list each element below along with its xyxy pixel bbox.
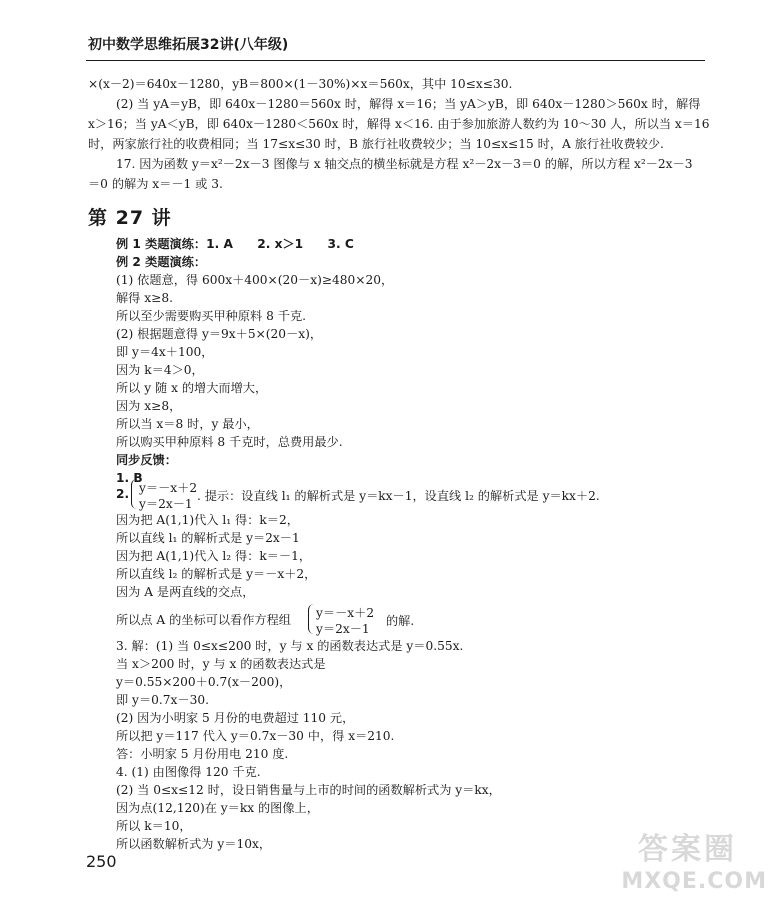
text-line: (1) 依题意，得 600x＋400×(20－x)≥480×20， bbox=[116, 273, 394, 287]
subsection-heading: 同步反馈： bbox=[116, 453, 177, 467]
text-line: 所以直线 l₂ 的解析式是 y＝－x＋2， bbox=[116, 567, 317, 581]
text-line: 所以把 y＝117 代入 y＝0.7x－30 中，得 x＝210. bbox=[116, 729, 395, 743]
watermark-text: 答案圈 bbox=[638, 832, 737, 867]
equation-row: y＝－x＋2 bbox=[316, 606, 375, 620]
text-line: 4. (1) 由图像得 120 千克. bbox=[116, 765, 261, 779]
example-heading: 例 1 类题演练：1. A 2. x＞1 3. C bbox=[116, 237, 354, 251]
text-line: 所以 y 随 x 的增大而增大， bbox=[116, 381, 268, 395]
brace-icon bbox=[131, 479, 139, 509]
text-line: 因为 k＝4＞0， bbox=[116, 363, 204, 377]
equation-row: y＝2x－1 bbox=[139, 497, 193, 511]
text-line: 所以当 x＝8 时，y 最小， bbox=[116, 417, 259, 431]
text-line: 1. B bbox=[116, 471, 143, 485]
text-line: 解得 x≥8. bbox=[116, 291, 173, 305]
watermark-text: MXQE.COM bbox=[621, 869, 767, 894]
text-line: 即 y＝4x＋100， bbox=[116, 345, 214, 359]
text-line: 所以点 A 的坐标可以看作方程组 bbox=[116, 613, 291, 627]
example-heading: 例 2 类题演练： bbox=[116, 255, 207, 269]
text-line: 所以至少需要购买甲种原料 8 千克. bbox=[116, 309, 307, 323]
item-number: 2. bbox=[116, 487, 130, 501]
header-rule bbox=[86, 60, 705, 61]
brace-icon bbox=[308, 604, 316, 634]
text-line: (2) 因为小明家 5 月份的电费超过 110 元， bbox=[116, 711, 355, 725]
section-title: 第 27 讲 bbox=[88, 207, 172, 229]
text-line: 当 x＞200 时，y 与 x 的函数表达式是 bbox=[116, 657, 326, 671]
page-number: 250 bbox=[86, 852, 117, 871]
text-line: 因为 x≥8， bbox=[116, 399, 182, 413]
text-line: 17. 因为函数 y＝x²－2x－3 图像与 x 轴交点的横坐标就是方程 x²－2x－3＝0 的解，所以方程 x²－2x－3 bbox=[116, 157, 693, 171]
text-line: 所以 k＝10， bbox=[116, 819, 192, 833]
text-line: y＝0.55×200＋0.7(x－200)， bbox=[116, 675, 292, 689]
text-line: x＞16；当 yA＜yB，即 640x－1280＜560x 时，解得 x＜16. 由于参加旅游人数约为 10～30 人，所以当 x＝16 bbox=[88, 117, 710, 131]
text-line: 答：小明家 5 月份用电 210 度. bbox=[116, 747, 289, 761]
text-line: 所以购买甲种原料 8 千克时，总费用最少. bbox=[116, 435, 343, 449]
equation-row: y＝2x－1 bbox=[316, 622, 370, 636]
text-line: 因为点(12,120)在 y＝kx 的图像上， bbox=[116, 801, 319, 815]
equation-row: y＝－x＋2 bbox=[139, 481, 198, 495]
text-line: (2) 当 yA＝yB，即 640x－1280＝560x 时，解得 x＝16；当 yA＞yB，即 640x－1280＞560x 时，解得 bbox=[116, 97, 701, 111]
text-line: 因为 A 是两直线的交点， bbox=[116, 585, 255, 599]
text-line: 因为把 A(1,1)代入 l₂ 得：k＝－1， bbox=[116, 549, 312, 563]
text-line: ＝0 的解为 x＝－1 或 3. bbox=[88, 177, 223, 191]
text-line: 因为把 A(1,1)代入 l₁ 得：k＝2， bbox=[116, 513, 299, 527]
text-line: 所以函数解析式为 y＝10x， bbox=[116, 837, 272, 851]
text-line: 即 y＝0.7x－30. bbox=[116, 693, 209, 707]
text-line: 所以直线 l₁ 的解析式是 y＝2x－1 bbox=[116, 531, 300, 545]
text-line: 的解. bbox=[386, 614, 415, 628]
text-line: . 提示：设直线 l₁ 的解析式是 y＝kx－1，设直线 l₂ 的解析式是 y＝kx＋2. bbox=[197, 489, 600, 503]
text-line: (2) 当 0≤x≤12 时，设日销售量与上市的时间的函数解析式为 y＝kx， bbox=[116, 783, 501, 797]
text-line: (2) 根据题意得 y＝9x＋5×(20－x)， bbox=[116, 327, 323, 341]
running-header: 初中数学思维拓展32讲(八年级) bbox=[88, 37, 289, 53]
watermark-logo bbox=[617, 824, 767, 894]
text-line: ×(x－2)＝640x－1280，yB＝800×(1－30%)×x＝560x，其中 10≤x≤30. bbox=[88, 77, 513, 91]
text-line: 时，两家旅行社的收费相同；当 17≤x≤30 时，B 旅行社收费较少；当 10≤x≤15 时，A 旅行社收费较少. bbox=[88, 137, 664, 151]
text-line: 3. 解：(1) 当 0≤x≤200 时，y 与 x 的函数表达式是 y＝0.55x. bbox=[116, 639, 464, 653]
